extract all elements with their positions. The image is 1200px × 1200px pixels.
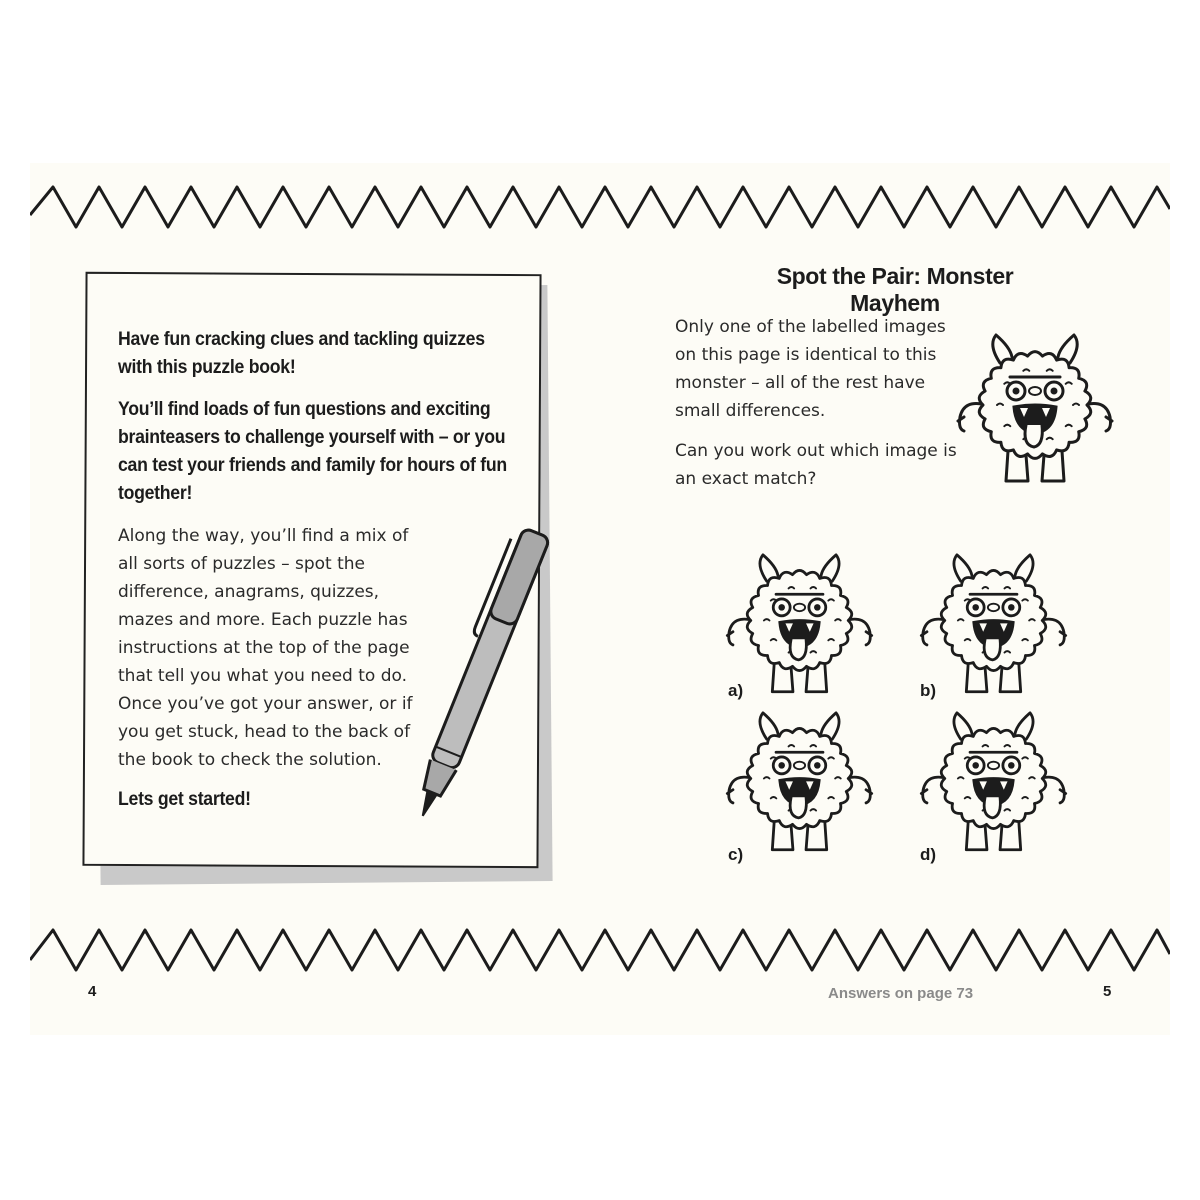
option-label-a: a) (728, 681, 744, 700)
intro-bold-1: Have fun cracking clues and tackling quizzes with this puzzle book! (118, 329, 485, 378)
page-number-right: 5 (1103, 983, 1112, 1000)
option-label-d: d) (920, 845, 937, 864)
option-label-b: b) (920, 681, 937, 700)
pen-icon (402, 513, 582, 843)
instruction-1: Only one of the labelled images on this page is identical to this monster – all of the rest have small differences. (675, 317, 946, 421)
instruction-2: Can you work out which image is an exact match? (675, 441, 957, 489)
closing-line: Lets get started! (118, 789, 251, 810)
intro-body: Along the way, you’ll find a mix of all sorts of puzzles – spot the difference, anagrams, quizzes, mazes and more. Each puzzle has instructions at the top of the page that tell you what you need to do. Once you’ve got your answer, or if you get stuck, head to the back of the book to check the solution. (118, 526, 413, 770)
answers-note: Answers on page 73 (828, 985, 974, 1002)
monster-drawing (958, 335, 1112, 481)
zigzag-bottom-border (30, 920, 1170, 980)
page-number-left: 4 (88, 983, 97, 1000)
option-label-c: c) (728, 845, 744, 864)
puzzle-instructions (675, 313, 960, 505)
reference-monster-illustration (950, 333, 1120, 493)
monster-option-d[interactable] (906, 711, 1081, 861)
monster-option-c[interactable] (712, 711, 887, 861)
intro-bold-2: You’ll find loads of fun questions and exciting brainteasers to challenge yourself with – or you can test your friends and family for hours of fun together! (118, 399, 507, 504)
book-spread (30, 163, 1170, 1035)
zigzag-top-border (30, 179, 1170, 239)
puzzle-title: Spot the Pair: Monster Mayhem (776, 263, 1014, 316)
